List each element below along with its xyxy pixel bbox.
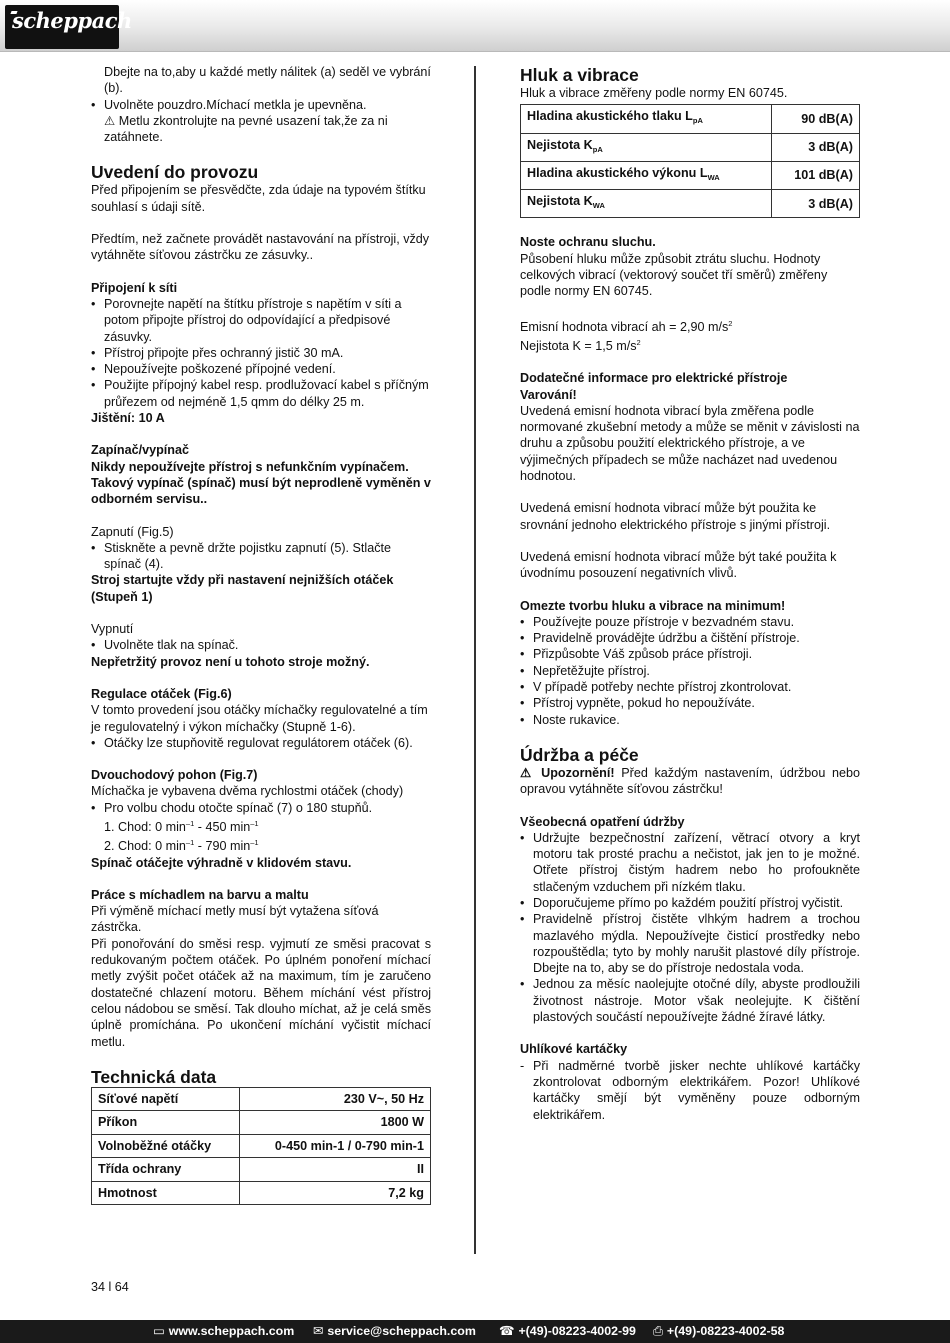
zapnuti-label: Zapnutí (Fig.5) [91,524,174,539]
subsection-title-vseobecna: Všeobecná opatření údržby [520,814,685,829]
footer-bar [0,1320,950,1343]
list-item: • V případě potřeby nechte přístroj zkontrolovat. [520,679,860,695]
subsection-title-zapinac: Zapínač/vypínač [91,443,189,458]
list-item: • Pravidelně přístroj čistěte vlhkým hadrem a trochou mazlavého mýdla. Nepoužívejte čisticí prostředky nebo rozpouštědla; tyto by mohly narušit plastové díly přístroje. Dbejte na to, aby se do přístroje nedostala voda. [520,911,860,976]
zapnuti-note: Stroj startujte vždy při nastavení nejnižších otáček (Stupeň 1) [91,573,394,604]
section-title-tech: Technická data [91,1066,217,1087]
table-row [92,1134,431,1158]
paragraph: Uvedená emisní hodnota vibrací byla změřena podle normované zkušební metody a může se měnit v závislosti na druhu a způsobu použití elektrického přístroje, a ve výjimečných případech se může nacházet nad uvedenou hodnotou. [520,403,860,484]
fuse-rating: Jištění: 10 A [91,411,165,426]
paragraph: Před připojením se přesvědčte, zda údaje na typovém štítku souhlasí s údaji sítě. [91,183,426,214]
vibration-uncertainty: Nejistota K = 1,5 $m/s^2$ [520,337,641,353]
spec-value: 230 V~, 50 Hz [240,1087,431,1111]
paragraph: Uvedená emisní hodnota vibrací může být použita ke srovnání jednoho elektrického přístroje s jinými přístroji. [520,501,831,532]
list-item: • Doporučujeme přímo po každém použití přístroj vyčistit. [520,895,860,911]
table-row [521,133,860,161]
brand-name: scheppach [12,8,132,33]
list-item: • Přizpůsobte Váš způsob práce přístroji. [520,646,860,662]
vseobecna-list [520,830,860,1026]
vibration-value: Emisní hodnota vibrací ah = 2,90 $m/s^2$ [520,318,733,334]
table-row [92,1087,431,1111]
uhlikove-list [520,1058,860,1123]
table-row [92,1181,431,1205]
noise-label: Hladina akustického tlaku $L_{pA}$ [521,105,772,133]
subsection-title-regulace: Regulace otáček (Fig.6) [91,686,232,701]
spec-value: 1800 W [240,1111,431,1135]
subsection-title-omezte: Omezte tvorbu hluku a vibrace na minimum! [520,598,786,613]
list-item: • Stiskněte a pevně držte pojistku zapnutí (5). Stlačte spínač (4). [91,540,431,573]
list-item: • Používejte pouze přístroje v bezvadném stavu. [520,614,860,630]
noise-value: 90 dB(A) [772,105,860,133]
paragraph: Při výměně míchací metly musí být vytažena síťová zástrčka. [91,904,379,935]
footer-phone[interactable]: ☎ +(49)-08223-4002-99 [499,1324,636,1338]
noise-label: Nejistota $K_{pA}$ [521,133,772,161]
list-item: • Nepřetěžujte přístroj. [520,663,860,679]
brand-logo [5,5,132,49]
pohon-note: Spínač otáčejte výhradně v klidovém stavu. [91,855,352,870]
spec-label: Příkon [92,1111,240,1135]
noise-value: 3 dB(A) [772,190,860,218]
noise-table [520,104,860,218]
paragraph: Hluk a vibrace změřeny podle normy EN 60745. [520,86,788,100]
intro-warning: ⚠ Metlu zkontrolujte na pevné usazení tak,že za ni zatáhnete. [104,113,388,145]
page-number: 34 l 64 [91,1280,129,1294]
list-item: - Při nadměrné tvorbě jisker nechte uhlíkové kartáčky zkontrolovat odborným elektrikářem. Pozor! Uhlíkové kartáčky smějí být vyměněny pouze odborným elektrikářem. [520,1058,860,1123]
list-item: • Udržujte bezpečnostní zařízení, větrací otvory a kryt motoru tak prosté prachu a nečistot, jak jen to je možné. Otřete přístroj čistým hadrem nebo ho profoukněte stlačeným vzduchem při nízkém tlaku. [520,830,860,895]
subsection-title-prace: Práce s míchadlem na barvu a maltu [91,887,309,902]
noise-label: Nejistota $K_{WA}$ [521,190,772,218]
list-item: • Uvolněte tlak na spínač. [91,637,431,653]
spec-value: II [240,1158,431,1182]
regulace-list [91,735,431,751]
paragraph: Působení hluku může způsobit ztrátu sluchu. Hodnoty celkových vibrací (vektorový součet tří směrů) změřeny podle normy EN 60745. [520,251,828,299]
omezte-list [520,614,860,728]
subsection-title-pripojeni: Připojení k síti [91,280,178,295]
tech-data-table [91,1087,431,1206]
hearing-protection-title: Noste ochranu sluchu. [520,235,656,250]
subsection-title-uhlikove: Uhlíkové kartáčky [520,1042,628,1057]
noise-label: Hladina akustického výkonu $L_{WA}$ [521,161,772,189]
intro-text-1: Dbejte na to,aby u každé metly nálitek (a) seděl ve vybrání (b). [104,65,431,96]
list-item: • Přístroj vypněte, pokud ho nepoužíváte. [520,695,860,711]
table-row [92,1111,431,1135]
vypnuti-list [91,637,431,653]
list-item: • Přístroj připojte přes ochranný jistič 30 mA. [91,345,431,361]
section-title-hluk: Hluk a vibrace [520,65,639,85]
spec-label: Hmotnost [92,1181,240,1205]
phone-icon: ☎ [499,1324,515,1338]
pripojeni-list [91,296,431,410]
gear-2-speed: 2. Chod: 0 $\min^{-1} - 790$ $\min^{-1}$ [104,838,259,854]
fax-icon: ⎙ [653,1324,663,1338]
section-title-uvedeni: Uvedení do provozu [91,162,259,183]
maintenance-warning: ⚠ Upozornění! Před každým nastavením, údržbou nebo opravou vytáhněte síťovou zástrčku! [520,765,860,797]
paragraph: Při ponořování do směsi resp. vyjmutí ze směsi pracovat s redukovaným počtem otáček. Po úplném ponoření míchací metly zvýšit počet otáček až na maximum, tím je zaručeno dostatečné chlazení motoru. Během míchání vést přístroj celou nádobou se směsí. Tak dlouho míchat, až je celá směs úplně promíchána. Po ukončení míchání vyčistit míchací metlu. [91,936,431,1049]
table-row [521,190,860,218]
table-row [521,105,860,133]
list-item: • Jednou za měsíc naolejujte otočné díly, abyste prodloužili životnost nástroje. Motor však neolejujte. K čištění plastových součástí nepoužívejte žádné žíravé látky. [520,976,860,1025]
list-item: • Noste rukavice. [520,712,860,728]
noise-value: 3 dB(A) [772,133,860,161]
paragraph: Uvedená emisní hodnota vibrací může být také použita k úvodnímu posouzení negativních vlivů. [520,549,837,581]
paragraph: Míchačka je vybavena dvěma rychlostmi otáček (chody) [91,784,404,799]
vypnuti-note: Nepřetržitý provoz není u tohoto stroje možný. [91,654,370,669]
spec-label: Síťové napětí [92,1087,240,1111]
table-row [521,161,860,189]
intro-list [91,97,431,113]
spec-value: 7,2 kg [240,1181,431,1205]
footer-email[interactable]: ✉ service@scheppach.com [313,1324,476,1338]
right-column [520,64,860,1123]
paragraph: V tomto provedení jsou otáčky míchačky regulovatelné a tím je regulovatelný i výkon míchačky (Stupně 1-6). [91,703,428,734]
gear-1-speed: 1. Chod: 0 $\min^{-1} - 450$ $\min^{-1}$ [104,818,259,834]
list-item: • Pravidelně provádějte údržbu a čištění přístroje. [520,630,860,646]
paragraph: Předtím, než začnete provádět nastavování na přístroji, vždy vytáhněte síťovou zástrčku ze zásuvky.. [91,232,430,263]
footer-fax: ⎙ +(49)-08223-4002-58 [653,1324,785,1338]
section-title-udrzba: Údržba a péče [520,744,639,765]
header-bar [0,0,950,52]
list-item: • Nepoužívejte poškozené přípojné vedení. [91,361,431,377]
list-item: • Otáčky lze stupňovitě regulovat regulátorem otáček (6). [91,735,431,751]
switch-warning: Nikdy nepoužívejte přístroj s nefunkčním vypínačem. Takový vypínač (spínač) musí být neprodleně vyměněn v odborném servisu.. [91,459,431,507]
mail-icon: ✉ [313,1324,324,1338]
warning-label: Varování! [520,387,577,402]
zapnuti-list [91,540,431,573]
subsection-title-dodatecne: Dodatečné informace pro elektrické přístroje [520,371,788,386]
intro-item: • Uvolněte pouzdro.Míchací metkla je upevněna. [91,97,431,113]
pohon-list [91,800,431,816]
spec-label: Třída ochrany [92,1158,240,1182]
left-column [91,64,431,1205]
noise-value: 101 dB(A) [772,161,860,189]
list-item: • Použijte přípojný kabel resp. prodlužovací kabel s příčným průřezem od nejméně 1,5 qmm do délky 25 m. [91,377,431,410]
list-item: • Pro volbu chodu otočte spínač (7) o 180 stupňů. [91,800,431,816]
column-divider [474,66,476,1254]
spec-label: Volnoběžné otáčky [92,1134,240,1158]
spec-value: 0-450 min-1 / 0-790 min-1 [240,1134,431,1158]
computer-icon: ▭ [153,1324,165,1338]
footer-web[interactable]: ▭ www.scheppach.com [153,1324,295,1338]
subsection-title-pohon: Dvouchodový pohon (Fig.7) [91,768,258,783]
vypnuti-label: Vypnutí [91,622,134,637]
list-item: • Porovnejte napětí na štítku přístroje s napětím v síti a potom připojte přístroj do odpovídající a předpisové zásuvky. [91,296,431,345]
table-row [92,1158,431,1182]
